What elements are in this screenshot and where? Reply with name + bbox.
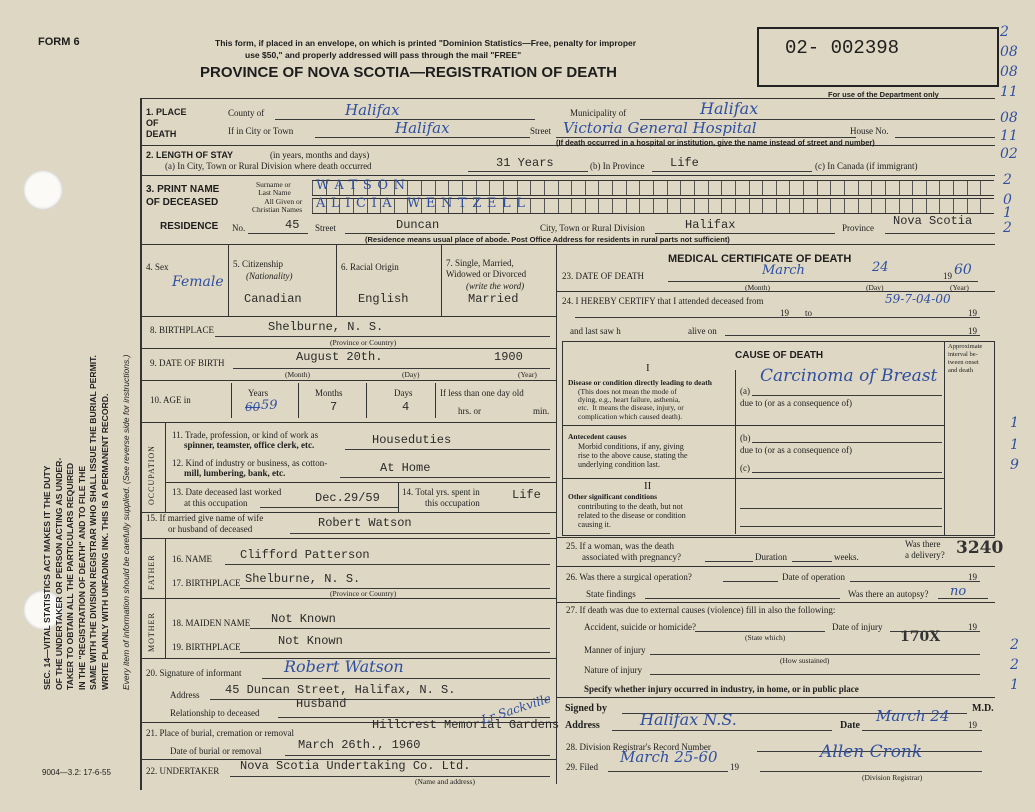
- death-date-year: 60: [954, 262, 972, 278]
- residence-province-label: Province: [842, 223, 874, 233]
- autopsy-label: Was there an autopsy?: [848, 589, 929, 599]
- address-label: Address: [565, 720, 600, 731]
- cause-a-value: Carcinoma of Breast: [760, 366, 938, 386]
- age-days-label: Days: [394, 388, 413, 398]
- margin-code-8: 02: [1000, 146, 1018, 162]
- last-worked-value: Dec.29/59: [315, 491, 380, 505]
- total-years-label: 14. Total yrs. spent in: [402, 487, 480, 497]
- signed-by-label: Signed by: [565, 703, 607, 714]
- county-value: Halifax: [345, 101, 400, 119]
- margin-code-24: 1: [1010, 415, 1019, 431]
- interval-label: Approximate interval be- tween onset and death: [948, 343, 983, 374]
- antecedent-label: Antecedent causes: [568, 432, 627, 441]
- operation-date-line: [850, 581, 980, 582]
- age-years-label: Years: [248, 388, 269, 398]
- undertaker-value: Nova Scotia Undertaking Co. Ltd.: [240, 759, 471, 773]
- municipality-label: Municipality of: [570, 108, 627, 118]
- notice-line-1: SEC. 14—VITAL STATISTICS ACT MAKES IT THE DUTY: [42, 465, 52, 690]
- accident-line: [695, 631, 825, 632]
- residence-province-value: Nova Scotia: [893, 214, 973, 228]
- md-label: M.D.: [972, 703, 994, 714]
- cause-b-line: [752, 442, 942, 443]
- last-saw-label: and last saw h: [570, 326, 621, 336]
- delivery-handwritten: 3240: [956, 538, 1004, 558]
- death-date-line: [668, 281, 978, 282]
- municipality-value: Halifax: [700, 99, 759, 118]
- margin-code-7: 11: [1000, 128, 1018, 144]
- divider-row8: [140, 348, 556, 349]
- filed-line: [608, 771, 728, 772]
- surgery-line: [723, 581, 778, 582]
- margin-code-12: 1: [1003, 205, 1012, 221]
- father-vert-border: [165, 538, 166, 598]
- age-v2: [298, 383, 299, 418]
- duration-label: Duration: [755, 552, 787, 562]
- delivery-label: Was there a delivery?: [905, 539, 945, 560]
- residence-city-label: City, Town or Rural Division: [540, 223, 645, 233]
- other-line-2: [740, 526, 942, 527]
- autopsy-value: no: [950, 584, 967, 599]
- pregnancy-line: [705, 561, 753, 562]
- attended-from-value: 59-7-04-00: [885, 292, 951, 306]
- father-birthplace-value: Shelburne, N. S.: [245, 572, 361, 586]
- spouse-line: [290, 533, 550, 534]
- nature-line: [650, 674, 980, 675]
- divider-row10: [140, 422, 556, 423]
- house-no-label: House No.: [850, 126, 889, 136]
- divider-row9: [140, 380, 556, 381]
- racial-origin-value: English: [358, 292, 409, 306]
- findings-line: [645, 598, 840, 599]
- citizenship-label: 5. Citizenship: [233, 259, 283, 269]
- informant-address-value: 45 Duncan Street, Halifax, N. S.: [225, 683, 456, 697]
- roman-two: II: [644, 480, 652, 492]
- occupation-vert-border: [165, 422, 166, 512]
- attended-label: 24. I HEREBY CERTIFY that I attended deceased from: [562, 296, 764, 306]
- death-day-sub: (Day): [866, 283, 884, 292]
- stay-city-value: 31 Years: [496, 156, 554, 170]
- form-label: FORM 6: [38, 36, 80, 48]
- divider-s26: [556, 602, 995, 603]
- divider-row4: [140, 316, 556, 317]
- stay-city-line: [468, 171, 588, 172]
- last-worked-label: 13. Date deceased last worked: [172, 487, 282, 497]
- industry-value: At Home: [380, 461, 431, 475]
- address-value: Halifax N.S.: [640, 710, 737, 729]
- residence-label: RESIDENCE: [160, 221, 219, 232]
- row13-divider: [398, 482, 399, 512]
- death-date-year-prefix: 19: [943, 271, 952, 281]
- age-years-value: 59: [261, 398, 278, 413]
- dob-month-sub: (Month): [285, 370, 310, 379]
- age-years-struck: 60: [245, 400, 261, 414]
- form-title: PROVINCE OF NOVA SCOTIA—REGISTRATION OF DEATH: [200, 64, 617, 81]
- injury-place-label: Specify whether injury occurred in industry, in home, or in public place: [584, 684, 859, 694]
- given-names-value: ALICIA WENTZELL: [316, 196, 531, 211]
- direct-cause-label: Disease or condition directly leading to death: [568, 378, 712, 387]
- grid-v1: [228, 244, 229, 316]
- filed-label: 29. Filed: [566, 762, 599, 772]
- industry-label-2: mill, lumbering, bank, etc.: [184, 468, 286, 478]
- divider-residence: [140, 244, 995, 245]
- form-top-border: [140, 98, 995, 99]
- alive-on-label: alive on: [688, 326, 717, 336]
- margin-code-4: 11: [1000, 84, 1018, 100]
- residence-province-line: [885, 233, 995, 234]
- postal-notice-line2: use $50," and properly addressed will pass through the mail "FREE": [245, 50, 522, 60]
- informant-signature: Robert Watson: [284, 657, 404, 676]
- divider-s2: [140, 175, 995, 176]
- form-left-border: [140, 98, 142, 790]
- last-worked-label-2: at this occupation: [184, 498, 248, 508]
- city-line: [315, 137, 530, 138]
- residence-city-value: Halifax: [685, 218, 736, 232]
- surname-boxes: [312, 180, 994, 196]
- industry-label: 12. Kind of industry or business, as cotton-: [172, 458, 328, 468]
- relationship-value: Husband: [296, 697, 347, 711]
- margin-code-26: 9: [1010, 457, 1019, 473]
- how-sustained-sub: (How sustained): [780, 656, 830, 665]
- margin-code-37: 2: [1010, 657, 1019, 673]
- cause-divider-2: [562, 478, 944, 479]
- age-months-label: Months: [315, 388, 343, 398]
- marital-status-value: Married: [468, 292, 519, 306]
- mother-maiden-line: [250, 628, 550, 629]
- trade-line: [345, 449, 550, 450]
- informant-address-line: [210, 699, 550, 700]
- grid-v3: [441, 244, 442, 316]
- direct-cause-note: (This does not mean the mode of dying, e.g., heart failure, asthenia, etc. It means the disease, injury, or complication which caused death).: [578, 387, 684, 421]
- mother-birthplace-label: 19. BIRTHPLACE: [172, 642, 241, 652]
- operation-yr: 19: [968, 572, 977, 582]
- notice-line-3: TAKER TO OBTAIN ALL THE PARTICULARS REQUIRED: [65, 462, 75, 690]
- length-of-stay-sub: (in years, months and days): [270, 150, 370, 160]
- stay-canada-label: (c) In Canada (if immigrant): [815, 161, 918, 171]
- accident-label: Accident, suicide or homicide?: [584, 622, 696, 632]
- residence-note: (Residence means usual place of abode. Post Office Address for residents in rural parts not sufficient): [365, 235, 730, 244]
- surgery-label: 26. Was there a surgical operation?: [566, 572, 692, 582]
- print-code: 9004—3.2: 17-6-55: [42, 768, 111, 777]
- age-less-than-day-label: If less than one day old: [440, 388, 524, 398]
- sex-value: Female: [172, 274, 224, 290]
- burial-date-label: Date of burial or removal: [170, 746, 262, 756]
- age-v1: [231, 383, 232, 418]
- age-label: 10. AGE in: [150, 395, 191, 405]
- informant-line: [262, 678, 550, 679]
- postal-notice-line1: This form, if placed in an envelope, on which is printed "Dominion Statistics—Free, penalty for improper: [215, 38, 637, 48]
- divider-father: [140, 598, 556, 599]
- citizenship-sub: (Nationality): [246, 271, 293, 281]
- margin-code-6: 08: [1000, 110, 1018, 126]
- margin-code-2: 08: [1000, 44, 1018, 60]
- cause-of-death-title: CAUSE OF DEATH: [735, 350, 824, 361]
- filed-value: March 25-60: [620, 748, 718, 766]
- cause-interval-divider: [944, 341, 945, 535]
- margin-code-11: 0: [1003, 192, 1012, 208]
- total-years-value: Life: [512, 488, 541, 502]
- reverse-side-note: Every item of information should be carefully supplied. (See reverse side for instructions.): [121, 354, 131, 690]
- duration-line: [792, 561, 832, 562]
- residence-no-label: No.: [232, 223, 246, 233]
- date-line: [862, 730, 982, 731]
- father-name-value: Clifford Patterson: [240, 548, 370, 562]
- date-of-birth-line: [233, 368, 550, 369]
- margin-code-36: 2: [1010, 637, 1019, 653]
- burial-date-value: March 26th., 1960: [298, 738, 421, 752]
- notice-line-2: OF THE UNDERTAKER OR PERSON ACTING AS UNDER-: [53, 457, 64, 690]
- manner-line: [650, 654, 980, 655]
- divider-s27: [556, 697, 995, 698]
- death-date-day: 24: [872, 260, 889, 275]
- registrar-line: [760, 771, 982, 772]
- death-month-sub: (Month): [745, 283, 770, 292]
- other-line-1: [740, 508, 942, 509]
- residence-city-line: [655, 233, 835, 234]
- medical-divider: [556, 244, 557, 784]
- trade-label-2: spinner, teamster, office clerk, etc.: [184, 440, 315, 450]
- trade-value: Houseduties: [372, 433, 452, 447]
- punch-hole-top: [23, 170, 63, 210]
- place-of-death-label: 1. PLACE OF DEATH: [146, 107, 187, 139]
- registrar-record-label: 28. Division Registrar's Record Number: [566, 742, 711, 752]
- department-use-label: For use of the Department only: [828, 90, 939, 99]
- father-name-label: 16. NAME: [172, 554, 212, 564]
- residence-street-label: Street: [315, 223, 336, 233]
- street-value: Victoria General Hospital: [563, 119, 757, 137]
- house-no-line: [895, 137, 995, 138]
- surname-label: Surname or Last Name: [256, 180, 291, 197]
- mother-maiden-value: Not Known: [271, 612, 336, 626]
- relationship-label: Relationship to deceased: [170, 708, 260, 718]
- undertaker-label: 22. UNDERTAKER: [146, 766, 220, 776]
- cause-c-label: (c): [740, 463, 750, 473]
- roman-one: I: [646, 362, 650, 374]
- dob-year-sub: (Year): [518, 370, 537, 379]
- father-birthplace-sub: (Province or Country): [330, 589, 397, 598]
- injury-date-label: Date of injury: [832, 622, 883, 632]
- pregnancy-label-2: associated with pregnancy?: [582, 552, 681, 562]
- undertaker-line: [230, 776, 550, 777]
- residence-street-line: [345, 233, 510, 234]
- mother-vertical-label: MOTHER: [147, 612, 156, 652]
- external-causes-label: 27. If death was due to external causes (violence) fill in also the following:: [566, 605, 836, 615]
- marital-status-label: 7. Single, Married, Widowed or Divorced: [446, 258, 527, 279]
- margin-code-38: 1: [1010, 677, 1019, 693]
- notice-line-4: IN THE "REGISTRATION OF DEATH" AND TO FILE THE: [76, 465, 87, 690]
- sex-label: 4. Sex: [146, 262, 169, 272]
- last-worked-line: [260, 507, 398, 508]
- weeks-label: weeks.: [834, 552, 859, 562]
- margin-code-25: 1: [1010, 437, 1019, 453]
- mother-vert-border: [165, 598, 166, 658]
- other-conditions-note: contributing to the death, but not related to the disease or condition causing it.: [578, 502, 686, 529]
- burial-place-handwritten: Lr Sackville: [479, 691, 553, 727]
- divider-s25: [556, 566, 995, 567]
- cause-divider-1: [562, 425, 944, 426]
- filed-yr: 19: [730, 762, 739, 772]
- mother-birthplace-value: Not Known: [278, 634, 343, 648]
- street-label: Street: [530, 126, 551, 136]
- medical-certificate-title: MEDICAL CERTIFICATE OF DEATH: [668, 253, 852, 265]
- marital-status-sub: (write the word): [466, 281, 525, 291]
- antecedent-note: Morbid conditions, if any, giving rise to the above cause, stating the underlying condition last.: [578, 442, 688, 469]
- attended-yr1: 19: [780, 308, 789, 318]
- age-months-value: 7: [330, 400, 338, 414]
- age-days-value: 4: [402, 400, 410, 414]
- birthplace-value: Shelburne, N. S.: [268, 320, 384, 334]
- burial-place-value: Hillcrest Memorial Gardens: [372, 718, 560, 732]
- margin-code-13: 2: [1003, 220, 1012, 236]
- margin-code-10: 2: [1003, 172, 1012, 188]
- nature-label: Nature of injury: [584, 665, 642, 675]
- given-names-label: All Given or Christian Names: [252, 197, 303, 214]
- trade-label: 11. Trade, profession, or kind of work as: [172, 430, 319, 440]
- father-name-line: [225, 564, 550, 565]
- stay-city-label: (a) In City, Town or Rural Division where death occurred: [165, 161, 372, 171]
- registration-number: 02- 002398: [785, 37, 900, 59]
- racial-origin-label: 6. Racial Origin: [341, 262, 399, 272]
- informant-address-label: Address: [170, 690, 200, 700]
- attended-line: [575, 317, 980, 318]
- death-date-label: 23. DATE OF DEATH: [562, 271, 644, 281]
- date-of-birth-value: August 20th.: [296, 350, 383, 364]
- alive-on-yr: 19: [968, 326, 977, 336]
- date-value: March 24: [876, 707, 950, 725]
- operation-date-label: Date of operation: [782, 572, 845, 582]
- manner-label: Manner of injury: [584, 645, 646, 655]
- mother-maiden-label: 18. MAIDEN NAME: [172, 618, 251, 628]
- findings-label: State findings: [586, 589, 636, 599]
- total-years-label-2: this occupation: [425, 498, 480, 508]
- occupation-vertical-label: OCCUPATION: [147, 445, 156, 505]
- undertaker-sub: (Name and address): [415, 777, 475, 786]
- registrar-signature: Allen Cronk: [820, 742, 923, 762]
- death-date-month: March: [762, 263, 805, 278]
- residence-no-value: 45: [285, 218, 300, 232]
- citizenship-value: Canadian: [244, 292, 302, 306]
- division-registrar-sub: (Division Registrar): [862, 773, 923, 782]
- date-yr: 19: [968, 720, 977, 730]
- city-label: If in City or Town: [228, 126, 294, 136]
- mother-birthplace-line: [240, 652, 550, 653]
- cause-c-line: [752, 472, 942, 473]
- cause-a-label: (a): [740, 386, 750, 396]
- age-hrs-label: hrs. or: [458, 406, 481, 416]
- age-v4: [435, 383, 436, 418]
- birthplace-sub: (Province or Country): [330, 338, 397, 347]
- county-label: County of: [228, 108, 265, 118]
- divider-row15: [140, 538, 556, 539]
- cause-a-line: [752, 395, 942, 396]
- residence-no-line: [248, 233, 308, 234]
- industry-line: [340, 477, 550, 478]
- date-label: Date: [840, 720, 860, 731]
- other-conditions-label: Other significant conditions: [568, 492, 658, 501]
- father-vertical-label: FATHER: [147, 554, 156, 590]
- cause-b-label: (b): [740, 433, 751, 443]
- stay-province-line: [652, 171, 812, 172]
- spouse-label: 15. If married give name of wife: [146, 513, 264, 523]
- birthplace-line: [215, 336, 550, 337]
- manner-value: 170X: [900, 629, 941, 645]
- informant-label: 20. Signature of informant: [146, 668, 242, 678]
- cause-label-divider: [735, 370, 736, 534]
- age-v3: [366, 383, 367, 418]
- birth-year-value: 1900: [494, 350, 523, 364]
- birthplace-label: 8. BIRTHPLACE: [150, 325, 214, 335]
- place-note: (If death occurred in a hospital or institution, give the name instead of street and number): [556, 138, 875, 147]
- due-to-b: due to (or as a consequence of): [740, 445, 852, 455]
- burial-place-label: 21. Place of burial, cremation or removal: [146, 728, 294, 738]
- length-of-stay-label: 2. LENGTH OF STAY: [146, 150, 234, 160]
- father-birthplace-label: 17. BIRTHPLACE: [172, 578, 241, 588]
- death-year-sub: (Year): [950, 283, 969, 292]
- margin-code-1: 2: [1000, 24, 1009, 40]
- divider-row12: [165, 482, 556, 483]
- injury-yr: 19: [968, 622, 977, 632]
- alive-on-line: [725, 335, 980, 336]
- date-of-birth-label: 9. DATE OF BIRTH: [150, 358, 225, 368]
- stay-province-value: Life: [670, 156, 699, 170]
- address-line: [612, 730, 832, 731]
- print-name-label: 3. PRINT NAME OF DECEASED: [146, 184, 220, 208]
- age-min-label: min.: [533, 406, 550, 416]
- dob-day-sub: (Day): [402, 370, 420, 379]
- spouse-value: Robert Watson: [318, 516, 412, 530]
- notice-line-6: WRITE PLAINLY WITH UNFADING INK. THIS IS A PERMANENT RECORD.: [99, 393, 110, 690]
- burial-date-line: [285, 755, 550, 756]
- divider-s24: [556, 537, 995, 538]
- stay-province-label: (b) In Province: [590, 161, 645, 171]
- attended-to: to: [805, 308, 813, 318]
- pregnancy-label: 25. If a woman, was the death: [566, 541, 674, 551]
- margin-code-3: 08: [1000, 64, 1018, 80]
- notice-line-5: SAME WITH THE DIVISION REGISTRAR WHO SHALL ISSUE THE BURIAL PERMIT.: [88, 355, 98, 690]
- state-which-sub: (State which): [745, 633, 786, 642]
- grid-v2: [336, 244, 337, 316]
- due-to-a: due to (or as a consequence of): [740, 398, 852, 408]
- residence-street-value: Duncan: [396, 218, 440, 232]
- surname-value: WATSON: [316, 178, 411, 193]
- vital-statistics-notice: [42, 355, 111, 690]
- attended-yr2: 19: [968, 308, 977, 318]
- spouse-label-2: or husband of deceased: [168, 524, 253, 534]
- city-value: Halifax: [395, 119, 450, 137]
